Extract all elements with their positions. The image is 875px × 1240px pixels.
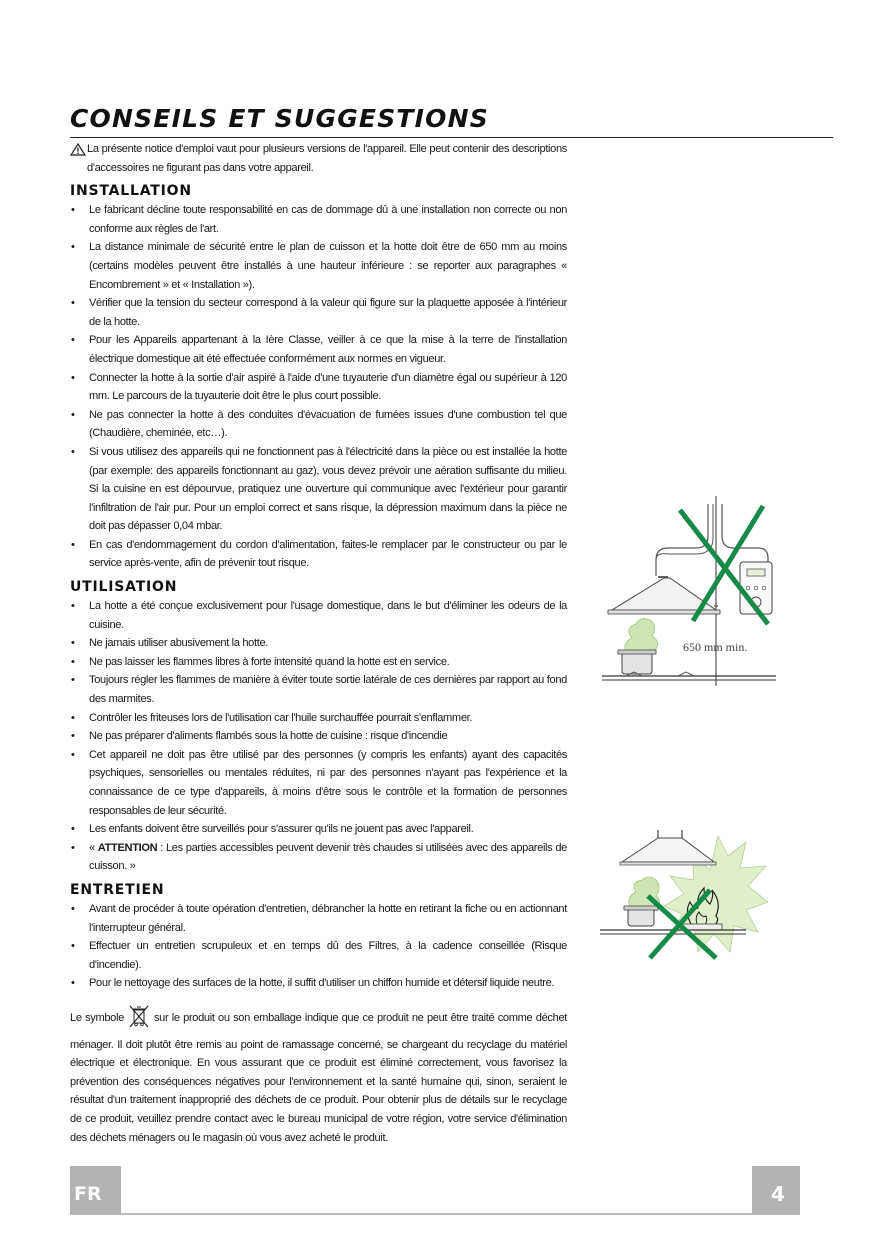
list-item: • Ne pas préparer d'aliments flambés sous la hotte de cuisine : risque d'incendie — [70, 727, 567, 746]
list-item: • La distance minimale de sécurité entre le plan de cuisson et la hotte doit être de 650 mm au moins (certains modèles peuvent être installés à une hauteur inférieure : se reporter aux paragraphes « Encombrement » et « Installation »). — [70, 238, 567, 294]
list-item-attention — [70, 839, 567, 876]
notice-text: La présente notice d'emploi vaut pour plusieurs versions de l'appareil. Elle peut contenir des descriptions d'accessoires ne figurant pas dans votre appareil. — [87, 143, 567, 174]
page-number: 4 — [752, 1166, 800, 1214]
main-content — [70, 140, 567, 1147]
crossed-bin-icon — [128, 1003, 150, 1036]
page-title: CONSEILS ET SUGGESTIONS — [70, 104, 489, 133]
hood-boiler-prohibited-illustration — [598, 496, 778, 686]
list-item: • Ne pas laisser les flammes libres à forte intensité quand la hotte est en service. — [70, 653, 567, 672]
attention-open: « — [89, 841, 98, 854]
list-item: • Vérifier que la tension du secteur correspond à la valeur qui figure sur la plaquette apposée à l'intérieur de la hotte. — [70, 294, 567, 331]
utilisation-list — [70, 597, 567, 876]
notice-block — [70, 140, 567, 177]
title-divider — [70, 137, 833, 138]
installation-list — [70, 201, 567, 573]
list-item: • Pour le nettoyage des surfaces de la hotte, il suffit d'utiliser un chiffon humide et détersif liquide neutre. — [70, 974, 567, 993]
list-item: • Les enfants doivent être surveillés pour s'assurer qu'ils ne jouent pas avec l'appareil. — [70, 820, 567, 839]
flambe-prohibited-illustration — [598, 830, 768, 960]
list-item: • Toujours régler les flammes de manière à éviter toute sortie latérale de ces dernières par rapport au fond des marmites. — [70, 671, 567, 708]
list-item: • Pour les Appareils appartenant à la Ière Classe, veiller à ce que la mise à la terre de l'installation électrique domestique ait été effectuée conformément aux normes en vigueur. — [70, 331, 567, 368]
section-heading-entretien: ENTRETIEN — [70, 881, 165, 898]
warning-icon — [70, 140, 87, 177]
section-heading-utilisation: UTILISATION — [70, 579, 178, 596]
section-heading-installation: INSTALLATION — [70, 183, 192, 200]
entretien-list — [70, 900, 567, 993]
list-item: • Ne pas connecter la hotte à des conduites d'évacuation de fumées issues d'une combustion tel que (Chaudière, cheminée, etc…). — [70, 406, 567, 443]
list-item: • Si vous utilisez des appareils qui ne fonctionnent pas à l'électricité dans la pièce ou est installée la hotte (par exemple: des appareils fonctionnant au gaz), vous devez prévoir une aération suffisante du milieu. Si la cuisine en est dépourvue, pratiquez une ouverture qui communique avec l'extérieur pour garantir l'infiltration de l'air pur. Pour un emploi correct et sans risque, la dépression maximum dans la pièce ne doit pas dépasser 0,04 mbar. — [70, 443, 567, 536]
list-item: • Le fabricant décline toute responsabilité en cas de dommage dû à une installation non correcte ou non conforme aux règles de l'art. — [70, 201, 567, 238]
language-badge: FR — [70, 1166, 121, 1214]
disposal-paragraph — [70, 1003, 567, 1147]
list-item: • En cas d'endommagement du cordon d'alimentation, faites-le remplacer par le constructeur ou par le service après-vente, afin de prévenir tout risque. — [70, 536, 567, 573]
list-item: • Avant de procéder à toute opération d'entretien, débrancher la hotte en retirant la fiche ou en actionnant l'interrupteur général. — [70, 900, 567, 937]
list-item: • La hotte a été conçue exclusivement pour l'usage domestique, dans le but d'éliminer les odeurs de la cuisine. — [70, 597, 567, 634]
list-item: • Cet appareil ne doit pas être utilisé par des personnes (y compris les enfants) ayant des capacités psychiques, sensorielles ou mentales réduites, ni par des personnes n'ayant pas l'expérience et la connaissance de ce type d'appareils, à moins d'être sous le contrôle et la formation de personnes responsables de leur sécurité. — [70, 746, 567, 820]
attention-word: ATTENTION — [97, 841, 158, 854]
list-item: • Ne jamais utiliser abusivement la hotte. — [70, 634, 567, 653]
list-item: • Contrôler les friteuses lors de l'utilisation car l'huile surchauffée pourrait s'enflammer. — [70, 709, 567, 728]
footer-divider — [70, 1213, 800, 1215]
list-item: • Connecter la hotte à la sortie d'air aspiré à l'aide d'une tuyauterie d'un diamètre égal ou supérieur à 120 mm. Le parcours de la tuyauterie doit être le plus court possible. — [70, 369, 567, 406]
disposal-text-after: sur le produit ou son emballage indique que ce produit ne peut être traité comme déchet ménager. Il doit plutôt être remis au point de ramassage concerné, se chargeant du recyclage du matériel électrique et électronique. En vous assurant que ce produit est éliminé correctement, vous favorisez la prévention des conséquences négatives pour l'environnement et la santé humaine qui, sinon, seraient le résultat d'un traitement inapproprié des déchets de ce produit. Pour obtenir plus de détails sur le recyclage de ce produit, veuillez prendre contact avec le bureau municipal de votre région, votre service d'élimination des déchets ménagers ou le magasin où vous avez acheté le produit. — [70, 1011, 567, 1144]
disposal-text-before: Le symbole — [70, 1011, 124, 1024]
distance-label: 650 mm min. — [683, 640, 748, 654]
attention-text: : Les parties accessibles peuvent devenir très chaudes si utilisées avec des appareils de cuisson. » — [89, 841, 567, 873]
list-item: • Effectuer un entretien scrupuleux et en temps dû des Filtres, à la cadence conseillée (Risque d'incendie). — [70, 937, 567, 974]
